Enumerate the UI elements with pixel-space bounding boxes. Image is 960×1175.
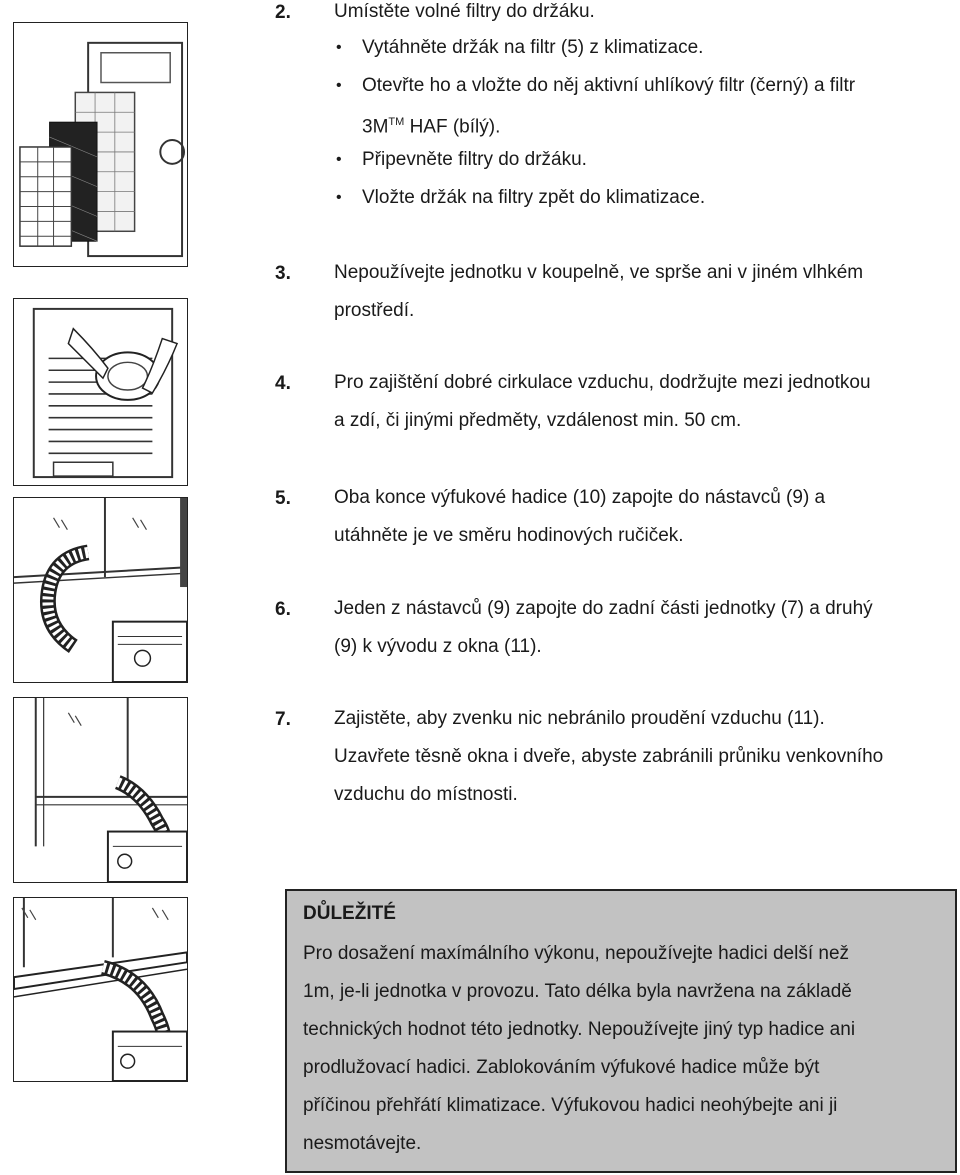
- step-number: 3.: [275, 263, 291, 284]
- filter-illustration: [13, 22, 188, 267]
- notice-line: 1m, je-li jednotka v provozu. Tato délka byla navržena na základě: [303, 981, 852, 1002]
- step-line: Pro zajištění dobré cirkulace vzduchu, dodržujte mezi jednotkou: [334, 372, 871, 393]
- list-item: [336, 141, 956, 178]
- list-item-text: Vložte držák na filtry zpět do klimatizace.: [362, 187, 706, 208]
- step-line: Uzavřete těsně okna i dveře, abyste zabránili průniku venkovního: [334, 746, 884, 767]
- step-line: Nepoužívejte jednotku v koupelně, ve sprše ani v jiném vlhkém: [334, 262, 864, 283]
- list-item-text: 3M: [362, 116, 389, 138]
- step-text: [334, 254, 960, 330]
- step-text: [334, 479, 960, 555]
- step-number: 6.: [275, 599, 291, 620]
- window-closed-illustration: [13, 697, 188, 883]
- step-text: [334, 364, 960, 440]
- list-item: [336, 179, 956, 216]
- step-line: prostředí.: [334, 300, 415, 321]
- trademark-sup: TM: [388, 116, 405, 128]
- window-sill-hose-illustration: [13, 897, 188, 1082]
- step-line: a zdí, či jinými předměty, vzdálenost min. 50 cm.: [334, 410, 742, 431]
- step-number: 4.: [275, 373, 291, 394]
- step-line: vzduchu do místnosti.: [334, 784, 518, 805]
- window-hose-illustration: [13, 497, 188, 683]
- important-notice: [285, 889, 957, 1173]
- notice-line: Pro dosažení maxímálního výkonu, nepoužívejte hadici delší než: [303, 943, 850, 964]
- list-item: [336, 29, 956, 66]
- notice-line: nesmotávejte.: [303, 1133, 422, 1154]
- notice-body: [303, 935, 943, 1163]
- step-number: 7.: [275, 709, 291, 730]
- list-item-text: Připevněte filtry do držáku.: [362, 149, 587, 170]
- bullet: •: [336, 39, 342, 56]
- step-text: [334, 700, 960, 814]
- notice-line: prodlužovací hadici. Zablokováním výfukové hadice může být: [303, 1057, 820, 1078]
- list-item-text: Otevřte ho a vložte do něj aktivní uhlíkový filtr (černý) a filtr: [362, 75, 856, 96]
- step-line: Oba konce výfukové hadice (10) zapojte do nástavců (9) a: [334, 487, 826, 508]
- step-number: 5.: [275, 488, 291, 509]
- bullet: •: [336, 151, 342, 168]
- notice-line: příčinou přehřátí klimatizace. Výfukovou hadici neohýbejte ani ji: [303, 1095, 838, 1116]
- list-item: [336, 67, 956, 104]
- unit-rear-illustration: [13, 298, 188, 486]
- bullet: •: [336, 77, 342, 94]
- step-line: Zajistěte, aby zvenku nic nebránilo proudění vzduchu (11).: [334, 708, 825, 729]
- notice-line: technických hodnot této jednotky. Nepoužívejte jiný typ hadice ani: [303, 1019, 856, 1040]
- list-item-text: HAF (bílý).: [404, 116, 501, 138]
- step-text: Umístěte volné filtry do držáku.: [334, 1, 595, 22]
- step-line: (9) k vývodu z okna (11).: [334, 636, 542, 657]
- step-line: Jeden z nástavců (9) zapojte do zadní části jednotky (7) a druhý: [334, 598, 873, 619]
- step-line: utáhněte je ve směru hodinových ručiček.: [334, 525, 684, 546]
- list-item-continuation: [336, 104, 956, 145]
- bullet: •: [336, 189, 342, 206]
- notice-title: DŮLEŽITÉ: [303, 903, 396, 924]
- step-number: 2.: [275, 2, 291, 23]
- list-item-text: Vytáhněte držák na filtr (5) z klimatizace.: [362, 37, 704, 58]
- step-text: [334, 590, 960, 666]
